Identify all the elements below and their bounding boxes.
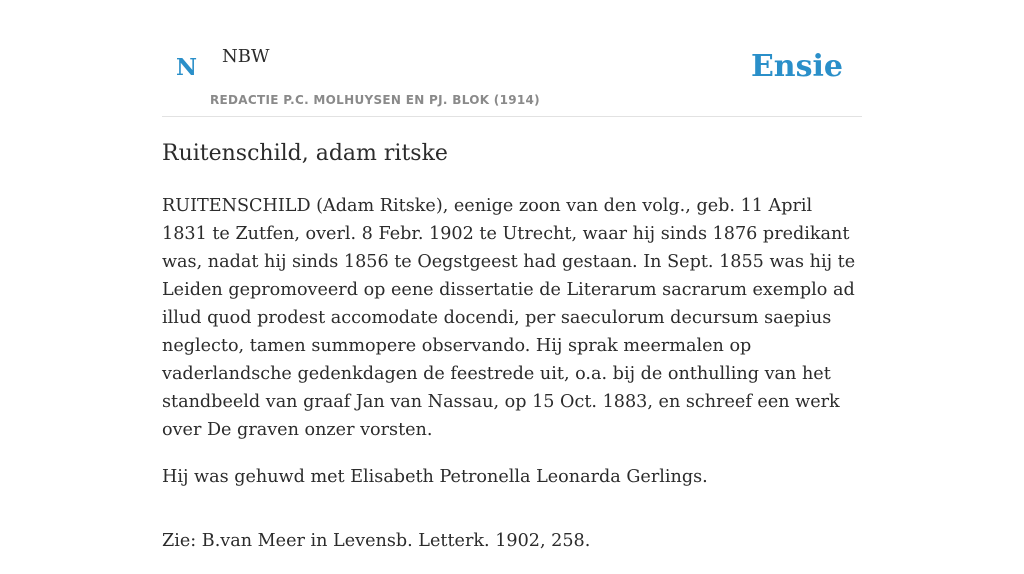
- article-title: Ruitenschild, adam ritske: [162, 141, 448, 166]
- article-reference: Zie: B.van Meer in Levensb. Letterk. 1902, 258.: [162, 531, 591, 551]
- article-paragraph: Hij was gehuwd met Elisabeth Petronella Leonarda Gerlings.: [162, 467, 708, 487]
- source-header: [162, 0, 862, 117]
- brand-logo-link[interactable]: Ensie: [750, 49, 843, 84]
- source-subtitle: REDACTIE P.C. MOLHUYSEN EN PJ. BLOK (1914): [210, 93, 540, 107]
- article-paragraph: RUITENSCHILD (Adam Ritske), eenige zoon van den volg., geb. 11 April 1831 te Zutfen, overl. 8 Febr. 1902 te Utrecht, waar hij sinds 1876 predikant was, nadat hij sinds 1856 te Oegstgeest had gestaan. In Sept. 1855 was hij te Leiden gepromoveerd op eene dissertatie de Literarum sacrarum exemplo ad illud quod prodest accomodate docendi, per saeculorum decursum saepius neglecto, tamen summopere observando. Hij sprak meermalen op vaderlandsche gedenkdagen de feestrede uit, o.a. bij de onthulling van het standbeeld van graaf Jan van Nassau, op 15 Oct. 1883, en schreef een werk over De graven onzer vorsten.: [162, 196, 856, 440]
- article-body: [162, 192, 862, 574]
- source-name[interactable]: NBW: [222, 46, 270, 67]
- article-page: [162, 0, 862, 551]
- source-logo[interactable]: N: [176, 54, 198, 81]
